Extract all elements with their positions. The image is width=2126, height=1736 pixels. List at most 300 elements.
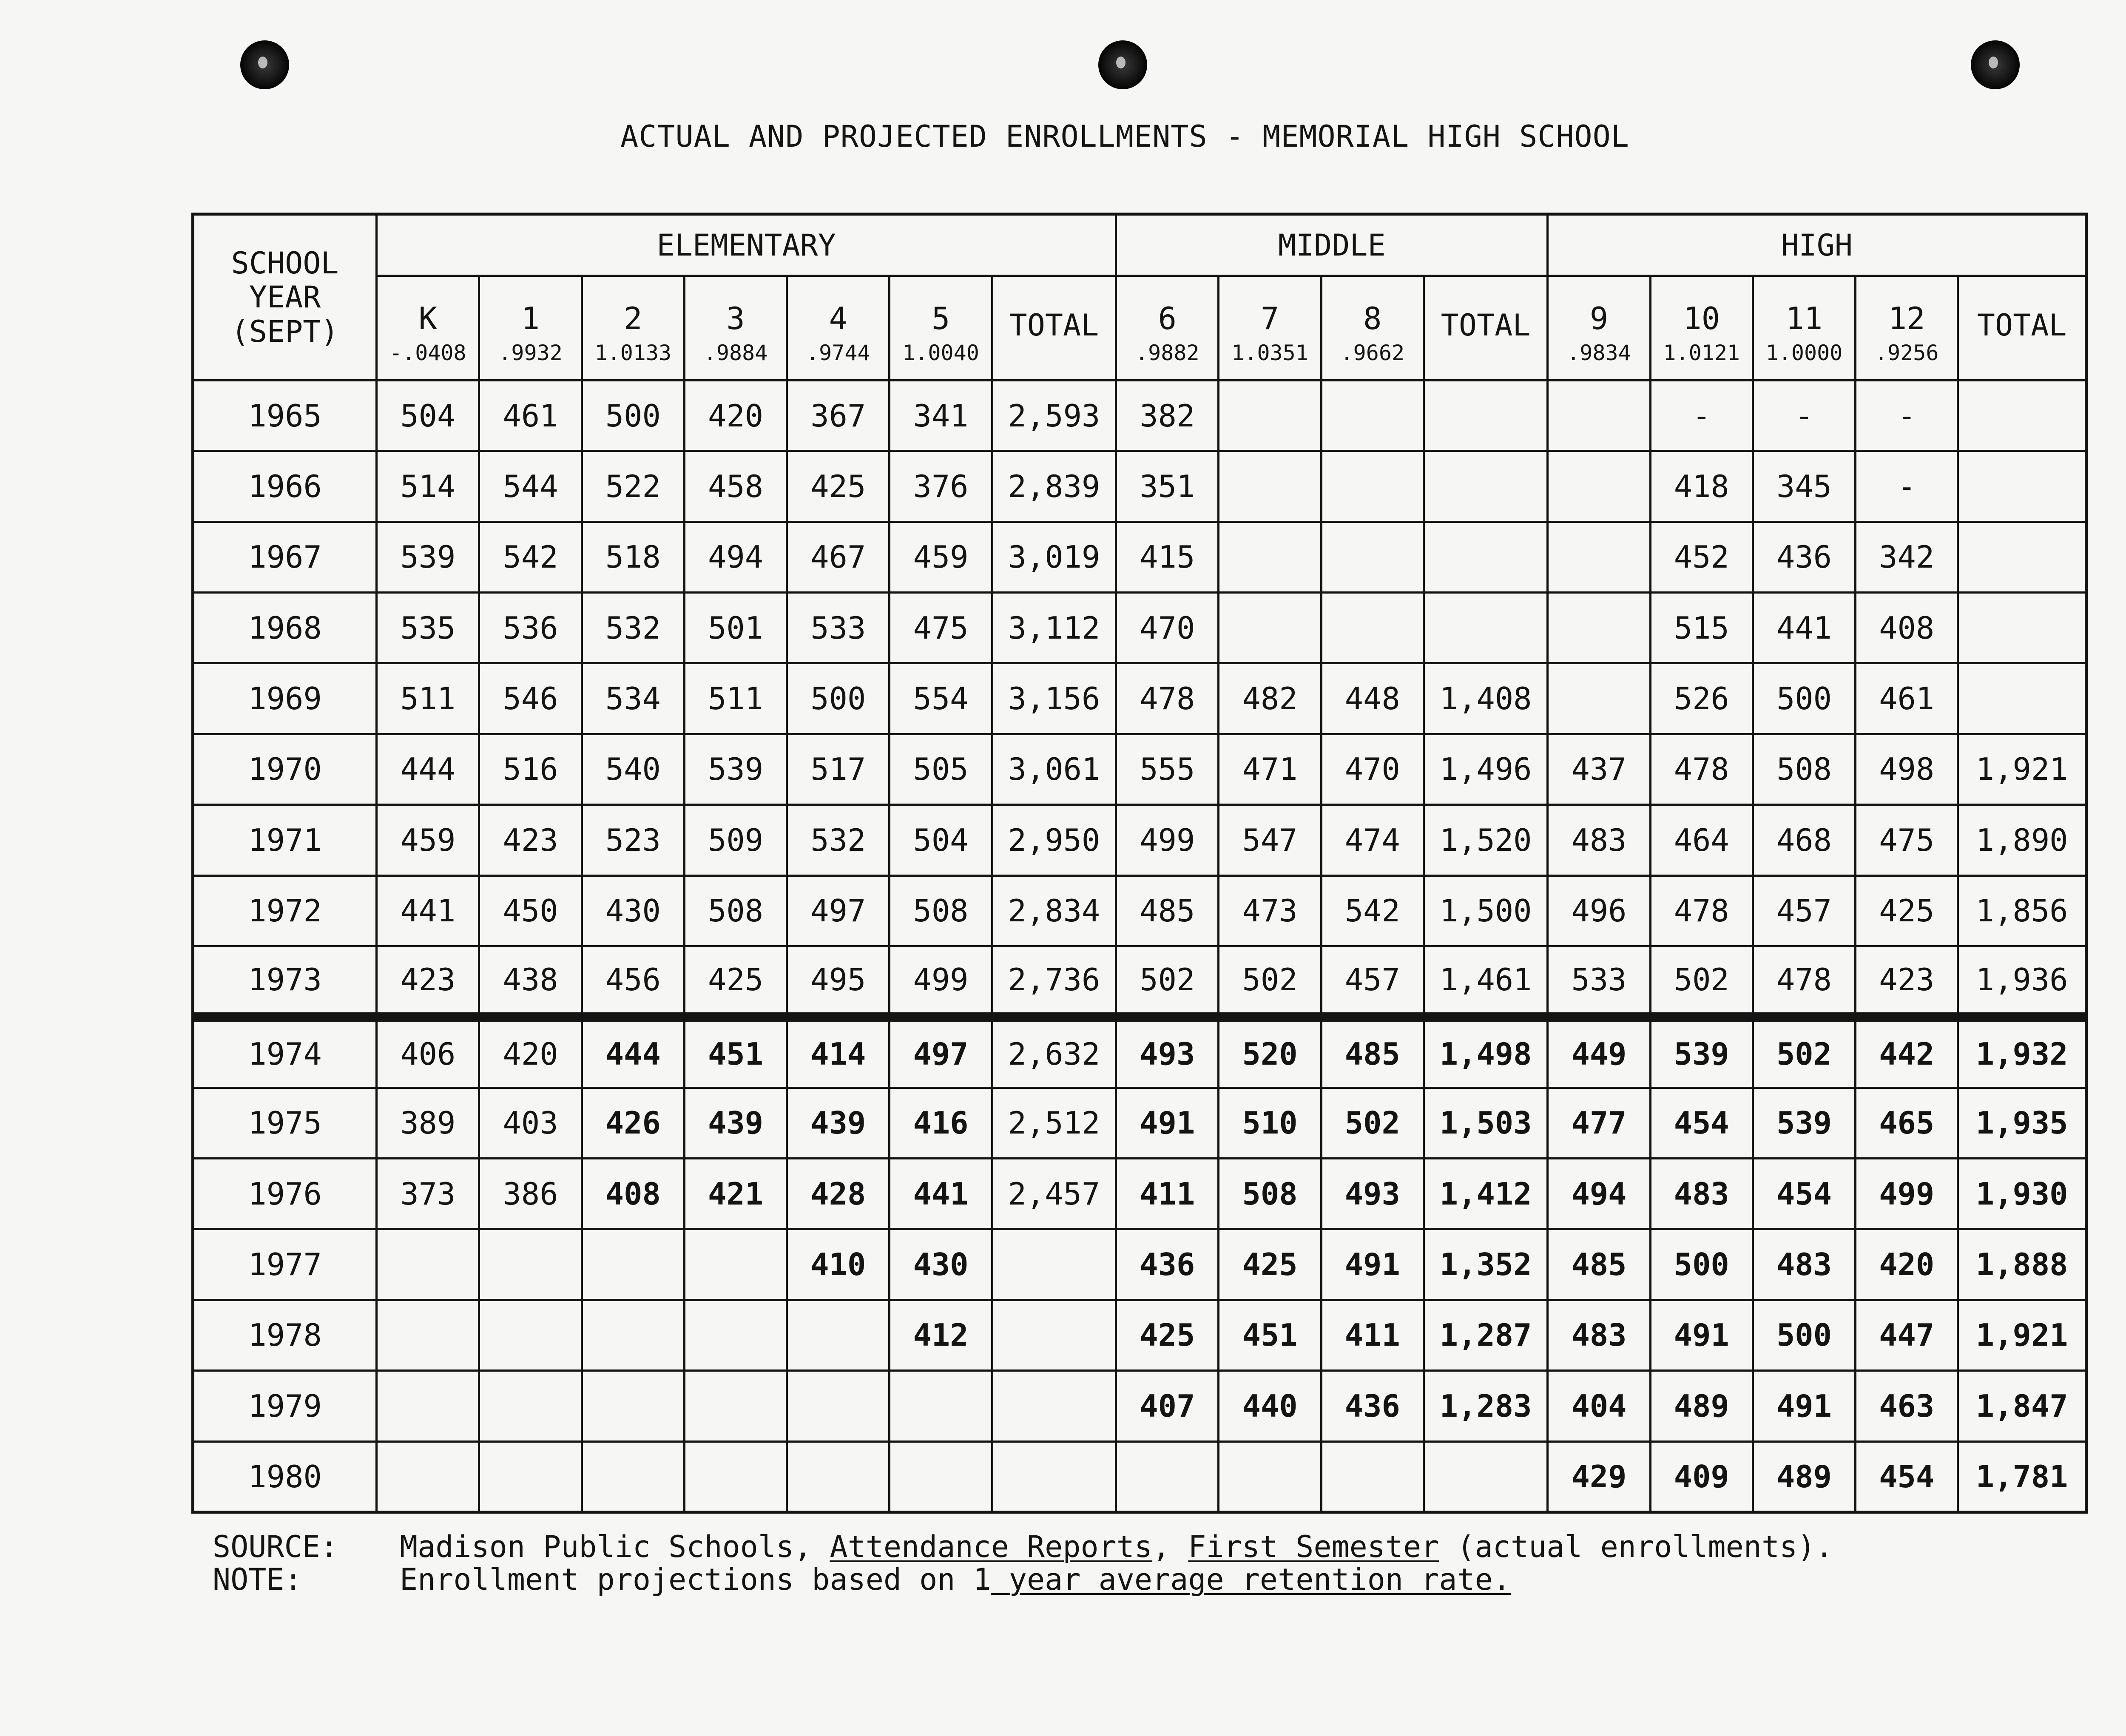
enrollment-cell: 1,520 xyxy=(1424,805,1547,875)
enrollment-cell: 495 xyxy=(787,946,890,1017)
enrollment-cell: 1,921 xyxy=(1958,734,2086,804)
enrollment-cell xyxy=(1958,451,2086,522)
enrollment-cell: 517 xyxy=(787,734,890,804)
enrollment-cell: 473 xyxy=(1219,875,1321,946)
retention-rate: -.0408 xyxy=(377,340,479,380)
enrollment-cell xyxy=(377,1371,479,1441)
enrollment-cell: 410 xyxy=(787,1229,890,1300)
enrollment-cell xyxy=(1958,380,2086,451)
enrollment-cell: 468 xyxy=(1753,805,1855,875)
table-row xyxy=(193,1159,2086,1229)
enrollment-cell: 523 xyxy=(582,805,684,875)
enrollment-cell: 544 xyxy=(479,451,582,522)
group-header-high: HIGH xyxy=(1548,214,2086,276)
enrollment-cell: 441 xyxy=(1753,593,1855,663)
enrollment-cell: 2,736 xyxy=(992,946,1116,1017)
enrollment-cell: 500 xyxy=(787,663,890,734)
enrollment-cell: 493 xyxy=(1116,1017,1219,1088)
table-row xyxy=(193,1371,2086,1441)
enrollment-cell xyxy=(992,1229,1116,1300)
enrollment-cell: 430 xyxy=(582,875,684,946)
enrollment-cell: 483 xyxy=(1753,1229,1855,1300)
enrollment-cell: 1,287 xyxy=(1424,1300,1547,1370)
enrollment-cell: 499 xyxy=(890,946,992,1017)
enrollment-cell xyxy=(684,1441,787,1512)
enrollment-cell: 500 xyxy=(1650,1229,1753,1300)
school-year-cell: 1979 xyxy=(193,1371,377,1441)
enrollment-cell: 1,412 xyxy=(1424,1159,1547,1229)
grade-header: 4 xyxy=(787,276,890,340)
enrollment-cell: 430 xyxy=(890,1229,992,1300)
enrollment-cell xyxy=(1424,451,1547,522)
enrollment-cell: 3,156 xyxy=(992,663,1116,734)
retention-rate: .9256 xyxy=(1856,340,1958,380)
grade-header: TOTAL xyxy=(1958,276,2086,381)
retention-rate: .9882 xyxy=(1116,340,1219,380)
enrollment-cell: 436 xyxy=(1753,522,1855,592)
table-row xyxy=(193,663,2086,734)
grade-header: 7 xyxy=(1219,276,1321,340)
enrollment-cell xyxy=(1958,522,2086,592)
enrollment-cell xyxy=(377,1441,479,1512)
table-row xyxy=(193,451,2086,522)
enrollment-cell xyxy=(479,1229,582,1300)
enrollment-cell: 408 xyxy=(582,1159,684,1229)
enrollment-cell: 423 xyxy=(377,946,479,1017)
enrollment-cell: 502 xyxy=(1219,946,1321,1017)
enrollment-cell: 444 xyxy=(582,1017,684,1088)
school-year-cell: 1980 xyxy=(193,1441,377,1512)
enrollment-cell xyxy=(1219,1441,1321,1512)
source-text-d: First Semester xyxy=(1188,1529,1439,1564)
enrollment-cell: 411 xyxy=(1321,1300,1424,1370)
enrollment-cell: 1,921 xyxy=(1958,1300,2086,1370)
enrollment-cell: 461 xyxy=(479,380,582,451)
enrollment-cell: 456 xyxy=(582,946,684,1017)
enrollment-cell: 489 xyxy=(1650,1371,1753,1441)
enrollment-cell: 502 xyxy=(1116,946,1219,1017)
enrollment-cell: 1,847 xyxy=(1958,1371,2086,1441)
enrollment-cell: 533 xyxy=(787,593,890,663)
enrollment-cell xyxy=(1548,380,1650,451)
enrollment-cell: 509 xyxy=(684,805,787,875)
enrollment-cell: 441 xyxy=(377,875,479,946)
retention-rate: .9884 xyxy=(684,340,787,380)
enrollment-cell: 1,496 xyxy=(1424,734,1547,804)
enrollment-cell: 478 xyxy=(1650,875,1753,946)
enrollment-cell: 441 xyxy=(890,1159,992,1229)
school-year-cell: 1972 xyxy=(193,875,377,946)
school-year-cell: 1975 xyxy=(193,1088,377,1158)
enrollment-cell: 389 xyxy=(377,1088,479,1158)
enrollment-cell: 470 xyxy=(1321,734,1424,804)
retention-rate: 1.0133 xyxy=(582,340,684,380)
enrollment-cell xyxy=(1548,522,1650,592)
enrollment-cell: 1,503 xyxy=(1424,1088,1547,1158)
enrollment-cell xyxy=(377,1229,479,1300)
enrollment-cell: 437 xyxy=(1548,734,1650,804)
enrollment-cell: - xyxy=(1753,380,1855,451)
enrollment-cell: 425 xyxy=(1219,1229,1321,1300)
source-text-c: , xyxy=(1152,1529,1188,1564)
enrollment-cell: 454 xyxy=(1856,1441,1958,1512)
enrollment-cell xyxy=(1424,1441,1547,1512)
enrollment-cell: 491 xyxy=(1753,1371,1855,1441)
enrollment-cell xyxy=(582,1371,684,1441)
enrollment-cell: 440 xyxy=(1219,1371,1321,1441)
enrollment-cell xyxy=(1321,1441,1424,1512)
enrollment-cell: 386 xyxy=(479,1159,582,1229)
enrollment-cell xyxy=(1219,522,1321,592)
retention-rate: 1.0351 xyxy=(1219,340,1321,380)
table-row xyxy=(193,522,2086,592)
enrollment-cell xyxy=(1321,380,1424,451)
enrollment-cell: 478 xyxy=(1650,734,1753,804)
enrollment-cell: 491 xyxy=(1650,1300,1753,1370)
enrollment-cell: 554 xyxy=(890,663,992,734)
enrollment-cell: 418 xyxy=(1650,451,1753,522)
enrollment-cell: 520 xyxy=(1219,1017,1321,1088)
school-year-cell: 1965 xyxy=(193,380,377,451)
table-row xyxy=(193,1441,2086,1512)
enrollment-cell: 536 xyxy=(479,593,582,663)
school-year-cell: 1971 xyxy=(193,805,377,875)
enrollment-cell: 409 xyxy=(1650,1441,1753,1512)
enrollment-cell: 539 xyxy=(1753,1088,1855,1158)
enrollment-cell: 502 xyxy=(1753,1017,1855,1088)
source-text-e: (actual enrollments). xyxy=(1439,1529,1833,1564)
enrollment-cell: 532 xyxy=(787,805,890,875)
school-year-cell: 1968 xyxy=(193,593,377,663)
enrollment-cell: 411 xyxy=(1116,1159,1219,1229)
enrollment-cell xyxy=(992,1300,1116,1370)
grade-header: 2 xyxy=(582,276,684,340)
enrollment-cell: 452 xyxy=(1650,522,1753,592)
enrollment-cell: 2,839 xyxy=(992,451,1116,522)
enrollment-cell: 423 xyxy=(479,805,582,875)
enrollment-cell: 504 xyxy=(890,805,992,875)
enrollment-cell: 508 xyxy=(1753,734,1855,804)
enrollment-cell xyxy=(1219,451,1321,522)
enrollment-cell: 539 xyxy=(377,522,479,592)
enrollment-cell: 534 xyxy=(582,663,684,734)
binder-hole-left xyxy=(240,40,289,89)
retention-rate: .9932 xyxy=(479,340,582,380)
grade-header: 6 xyxy=(1116,276,1219,340)
enrollment-cell: 351 xyxy=(1116,451,1219,522)
enrollment-cell: 498 xyxy=(1856,734,1958,804)
enrollment-cell: 514 xyxy=(377,451,479,522)
enrollment-cell xyxy=(582,1441,684,1512)
enrollment-cell: 415 xyxy=(1116,522,1219,592)
enrollment-cell: 407 xyxy=(1116,1371,1219,1441)
enrollment-cell: 533 xyxy=(1548,946,1650,1017)
enrollment-cell xyxy=(1321,451,1424,522)
enrollment-cell: 547 xyxy=(1219,805,1321,875)
school-year-cell: 1973 xyxy=(193,946,377,1017)
enrollment-cell: 429 xyxy=(1548,1441,1650,1512)
grade-header: 12 xyxy=(1856,276,1958,340)
enrollment-cell: 501 xyxy=(684,593,787,663)
enrollment-cell: 426 xyxy=(582,1088,684,1158)
table-row xyxy=(193,380,2086,451)
grade-header: 3 xyxy=(684,276,787,340)
enrollment-cell: 489 xyxy=(1753,1441,1855,1512)
enrollment-cell xyxy=(479,1371,582,1441)
grade-header: 11 xyxy=(1753,276,1855,340)
enrollment-cell: 444 xyxy=(377,734,479,804)
grade-header: TOTAL xyxy=(1424,276,1547,381)
enrollment-cell: 540 xyxy=(582,734,684,804)
enrollment-cell: 408 xyxy=(1856,593,1958,663)
enrollment-cell: 451 xyxy=(684,1017,787,1088)
enrollment-cell: 439 xyxy=(684,1088,787,1158)
note-text-a: Enrollment projections based on xyxy=(400,1562,973,1597)
enrollment-cell: 493 xyxy=(1321,1159,1424,1229)
enrollment-cell: 475 xyxy=(1856,805,1958,875)
enrollment-cell xyxy=(787,1300,890,1370)
table-row xyxy=(193,593,2086,663)
grade-header: 10 xyxy=(1650,276,1753,340)
enrollment-cell: 499 xyxy=(1856,1159,1958,1229)
enrollment-cell: 420 xyxy=(684,380,787,451)
enrollment-cell: 491 xyxy=(1116,1088,1219,1158)
enrollment-cell: 1,352 xyxy=(1424,1229,1547,1300)
enrollment-cell: 448 xyxy=(1321,663,1424,734)
grade-header: 1 xyxy=(479,276,582,340)
retention-rate: .9662 xyxy=(1321,340,1424,380)
enrollment-cell: 439 xyxy=(787,1088,890,1158)
note-label: NOTE: xyxy=(213,1562,302,1597)
enrollment-cell: 376 xyxy=(890,451,992,522)
enrollment-cell xyxy=(582,1229,684,1300)
enrollment-cell: 404 xyxy=(1548,1371,1650,1441)
enrollment-cell: 470 xyxy=(1116,593,1219,663)
enrollment-cell: 465 xyxy=(1856,1088,1958,1158)
enrollment-cell: 542 xyxy=(1321,875,1424,946)
enrollment-cell: 499 xyxy=(1116,805,1219,875)
enrollment-cell: 3,112 xyxy=(992,593,1116,663)
enrollment-cell xyxy=(1321,593,1424,663)
enrollment-cell: 425 xyxy=(1116,1300,1219,1370)
enrollment-cell: - xyxy=(1856,451,1958,522)
enrollment-cell: 1,498 xyxy=(1424,1017,1547,1088)
enrollment-cell: 500 xyxy=(582,380,684,451)
enrollment-cell: 457 xyxy=(1753,875,1855,946)
enrollment-cell: 421 xyxy=(684,1159,787,1229)
enrollment-cell: 403 xyxy=(479,1088,582,1158)
table-row xyxy=(193,946,2086,1017)
enrollment-cell: 500 xyxy=(1753,1300,1855,1370)
enrollment-cell: 485 xyxy=(1548,1229,1650,1300)
enrollment-cell: 510 xyxy=(1219,1088,1321,1158)
enrollment-cell xyxy=(787,1371,890,1441)
enrollment-cell xyxy=(1958,593,2086,663)
enrollment-cell: 450 xyxy=(479,875,582,946)
enrollment-cell: 423 xyxy=(1856,946,1958,1017)
enrollment-cell: 1,936 xyxy=(1958,946,2086,1017)
binder-hole-center xyxy=(1098,40,1147,89)
enrollment-cell: 471 xyxy=(1219,734,1321,804)
enrollment-cell: 1,408 xyxy=(1424,663,1547,734)
enrollment-cell xyxy=(890,1441,992,1512)
enrollment-cell: 382 xyxy=(1116,380,1219,451)
enrollment-cell: 539 xyxy=(684,734,787,804)
enrollment-cell: 436 xyxy=(1321,1371,1424,1441)
enrollment-cell: 478 xyxy=(1116,663,1219,734)
enrollment-cell: 406 xyxy=(377,1017,479,1088)
enrollment-cell xyxy=(582,1300,684,1370)
enrollment-cell: 483 xyxy=(1548,1300,1650,1370)
enrollment-cell: 502 xyxy=(1650,946,1753,1017)
enrollment-cell xyxy=(992,1371,1116,1441)
source-label: SOURCE: xyxy=(213,1529,338,1564)
school-year-cell: 1977 xyxy=(193,1229,377,1300)
school-year-cell: 1969 xyxy=(193,663,377,734)
enrollment-cell xyxy=(684,1229,787,1300)
enrollment-cell: 485 xyxy=(1116,875,1219,946)
enrollment-cell: 539 xyxy=(1650,1017,1753,1088)
enrollment-cell: 2,512 xyxy=(992,1088,1116,1158)
source-note xyxy=(213,1531,1833,1563)
enrollment-cell: 2,834 xyxy=(992,875,1116,946)
enrollment-cell: 458 xyxy=(684,451,787,522)
retention-rate: 1.0121 xyxy=(1650,340,1753,380)
enrollment-cell xyxy=(1548,663,1650,734)
enrollment-cell: - xyxy=(1856,380,1958,451)
enrollment-cell xyxy=(684,1371,787,1441)
enrollment-cell: 420 xyxy=(479,1017,582,1088)
grade-header: 8 xyxy=(1321,276,1424,340)
note-text-c: year average retention rate. xyxy=(991,1562,1511,1597)
enrollment-cell: 478 xyxy=(1753,946,1855,1017)
document-title: ACTUAL AND PROJECTED ENROLLMENTS - MEMORIAL HIGH SCHOOL xyxy=(620,119,1629,154)
enrollment-cell: 425 xyxy=(1856,875,1958,946)
enrollment-cell: 3,019 xyxy=(992,522,1116,592)
enrollment-cell xyxy=(787,1441,890,1512)
enrollment-cell: 464 xyxy=(1650,805,1753,875)
enrollment-cell xyxy=(1958,663,2086,734)
enrollment-cell: 477 xyxy=(1548,1088,1650,1158)
enrollment-cell xyxy=(1116,1441,1219,1512)
source-text-b: Attendance Reports xyxy=(830,1529,1153,1564)
enrollment-cell: 438 xyxy=(479,946,582,1017)
enrollment-cell xyxy=(684,1300,787,1370)
school-year-cell: 1978 xyxy=(193,1300,377,1370)
enrollment-cell xyxy=(1219,593,1321,663)
enrollment-cell xyxy=(1548,593,1650,663)
enrollment-cell: 345 xyxy=(1753,451,1855,522)
enrollment-cell: 2,457 xyxy=(992,1159,1116,1229)
enrollment-cell: 508 xyxy=(890,875,992,946)
enrollment-cell: 451 xyxy=(1219,1300,1321,1370)
table-row xyxy=(193,1229,2086,1300)
enrollment-cell: 1,935 xyxy=(1958,1088,2086,1158)
enrollment-cell: 447 xyxy=(1856,1300,1958,1370)
enrollment-cell: 532 xyxy=(582,593,684,663)
footnotes xyxy=(213,1531,1833,1596)
table-row xyxy=(193,875,2086,946)
enrollment-cell: 474 xyxy=(1321,805,1424,875)
retention-rate: 1.0040 xyxy=(890,340,992,380)
enrollment-cell: 1,283 xyxy=(1424,1371,1547,1441)
enrollment-cell: 500 xyxy=(1753,663,1855,734)
enrollment-cell: 475 xyxy=(890,593,992,663)
enrollment-cell: 482 xyxy=(1219,663,1321,734)
enrollment-cell: 1,856 xyxy=(1958,875,2086,946)
enrollment-cell xyxy=(1548,451,1650,522)
enrollment-cell: 491 xyxy=(1321,1229,1424,1300)
school-year-cell: 1966 xyxy=(193,451,377,522)
enrollment-cell: 515 xyxy=(1650,593,1753,663)
enrollment-cell: 485 xyxy=(1321,1017,1424,1088)
enrollment-cell: 459 xyxy=(377,805,479,875)
enrollment-cell: 1,930 xyxy=(1958,1159,2086,1229)
enrollment-cell: 1,781 xyxy=(1958,1441,2086,1512)
enrollment-cell: 497 xyxy=(787,875,890,946)
enrollment-cell: 463 xyxy=(1856,1371,1958,1441)
enrollment-cell: 461 xyxy=(1856,663,1958,734)
enrollment-cell: 508 xyxy=(684,875,787,946)
enrollment-cell xyxy=(1219,380,1321,451)
enrollment-cell: 496 xyxy=(1548,875,1650,946)
school-year-cell: 1974 xyxy=(193,1017,377,1088)
enrollment-cell: 1,461 xyxy=(1424,946,1547,1017)
enrollment-cell: 342 xyxy=(1856,522,1958,592)
enrollment-cell: 459 xyxy=(890,522,992,592)
source-text-a: Madison Public Schools, xyxy=(400,1529,830,1564)
enrollment-cell: 494 xyxy=(1548,1159,1650,1229)
enrollment-cell: 483 xyxy=(1650,1159,1753,1229)
enrollment-cell: 1,500 xyxy=(1424,875,1547,946)
enrollment-cell: 508 xyxy=(1219,1159,1321,1229)
enrollment-cell: - xyxy=(1650,380,1753,451)
table-row xyxy=(193,1088,2086,1158)
enrollment-cell: 483 xyxy=(1548,805,1650,875)
enrollment-cell: 518 xyxy=(582,522,684,592)
enrollment-cell: 341 xyxy=(890,380,992,451)
retention-rate: 1.0000 xyxy=(1753,340,1855,380)
enrollment-cell: 505 xyxy=(890,734,992,804)
enrollment-cell: 449 xyxy=(1548,1017,1650,1088)
enrollment-cell: 546 xyxy=(479,663,582,734)
retention-rate: .9744 xyxy=(787,340,890,380)
enrollment-cell xyxy=(1321,522,1424,592)
enrollment-cell: 2,593 xyxy=(992,380,1116,451)
projection-note xyxy=(213,1563,1833,1596)
retention-rate: .9834 xyxy=(1548,340,1650,380)
enrollment-cell: 2,632 xyxy=(992,1017,1116,1088)
group-header-middle: MIDDLE xyxy=(1116,214,1548,276)
enrollment-cell: 442 xyxy=(1856,1017,1958,1088)
enrollment-cell: 511 xyxy=(377,663,479,734)
school-year-cell: 1970 xyxy=(193,734,377,804)
enrollment-cell: 2,950 xyxy=(992,805,1116,875)
enrollment-cell: 1,932 xyxy=(1958,1017,2086,1088)
enrollment-cell: 535 xyxy=(377,593,479,663)
school-year-header: SCHOOL YEAR (SEPT) xyxy=(193,214,377,381)
enrollment-cell: 457 xyxy=(1321,946,1424,1017)
enrollment-cell: 502 xyxy=(1321,1088,1424,1158)
group-header-elementary: ELEMENTARY xyxy=(377,214,1116,276)
enrollment-cell: 1,888 xyxy=(1958,1229,2086,1300)
enrollment-cell: 497 xyxy=(890,1017,992,1088)
grade-header: TOTAL xyxy=(992,276,1116,381)
enrollment-cell: 542 xyxy=(479,522,582,592)
enrollment-cell: 526 xyxy=(1650,663,1753,734)
enrollment-cell: 516 xyxy=(479,734,582,804)
enrollment-cell xyxy=(1424,522,1547,592)
